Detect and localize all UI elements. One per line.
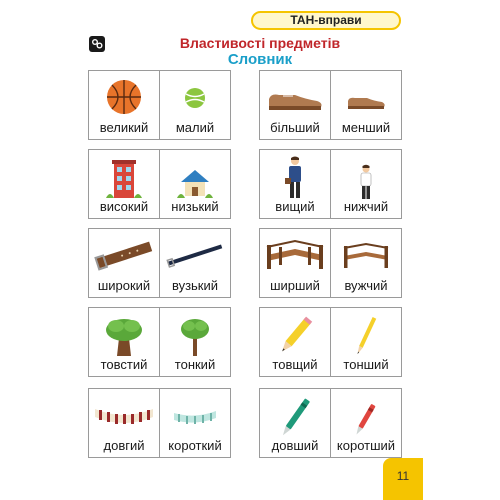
word-cell xyxy=(89,229,159,297)
word-pair-card-wide-narrow xyxy=(88,228,231,298)
word-cell xyxy=(260,229,330,297)
basketball-icon xyxy=(104,77,144,117)
word-cell xyxy=(89,71,159,139)
word-label: широкий xyxy=(97,278,151,293)
word-cell xyxy=(330,389,401,457)
word-label: довгий xyxy=(103,438,145,453)
small-house-icon xyxy=(175,156,215,200)
word-cell xyxy=(159,229,230,297)
word-pair-card-big-small xyxy=(88,70,231,140)
word-pair-card-tall-low xyxy=(88,149,231,219)
word-label: більший xyxy=(270,120,320,135)
thinner-pencil-icon xyxy=(344,314,388,358)
word-label: тонший xyxy=(343,357,389,372)
word-label: ширший xyxy=(270,278,320,293)
word-cell xyxy=(260,71,330,139)
word-label: менший xyxy=(341,120,391,135)
word-cell xyxy=(330,71,401,139)
word-pair-card-longer-shorter xyxy=(259,388,402,458)
large-shoe-icon xyxy=(265,77,325,117)
word-cell xyxy=(260,150,330,218)
word-pair-card-taller-shorter xyxy=(259,149,402,219)
page-number: 11 xyxy=(383,458,423,500)
word-cell xyxy=(89,389,159,457)
word-cell xyxy=(330,229,401,297)
wider-bridge-icon xyxy=(263,235,327,275)
word-cell xyxy=(159,389,230,457)
short-scarf-icon xyxy=(162,395,228,435)
word-cell xyxy=(330,308,401,376)
taller-man-icon xyxy=(280,156,310,202)
thicker-pencil-icon xyxy=(273,314,317,358)
small-shoe-icon xyxy=(336,77,396,117)
narrow-belt-icon xyxy=(163,235,227,275)
word-label: вужчий xyxy=(344,278,388,293)
word-cell xyxy=(159,71,230,139)
word-cell xyxy=(159,308,230,376)
word-cell xyxy=(89,150,159,218)
word-pair-card-bigger-smaller xyxy=(259,70,402,140)
word-cell xyxy=(89,308,159,376)
section-tag: ТАН-вправи xyxy=(251,11,401,30)
word-label: малий xyxy=(175,120,215,135)
page-title: Властивості предметів xyxy=(179,35,341,51)
word-label: високий xyxy=(99,199,149,214)
word-cell xyxy=(260,308,330,376)
word-label: тонкий xyxy=(174,357,216,372)
word-label: вищий xyxy=(275,199,315,214)
word-cell xyxy=(260,389,330,457)
word-pair-card-long-short xyxy=(88,388,231,458)
shorter-pen-icon xyxy=(344,395,388,441)
long-scarf-icon xyxy=(91,395,157,435)
shorter-man-icon xyxy=(351,156,381,202)
page-subtitle: Словник xyxy=(227,51,293,68)
word-label: довший xyxy=(271,438,319,453)
word-label: коротший xyxy=(336,438,396,453)
word-label: великий xyxy=(99,120,149,135)
thick-tree-icon xyxy=(102,314,146,358)
wide-belt-icon xyxy=(92,235,156,275)
longer-pen-icon xyxy=(273,395,317,441)
thin-tree-icon xyxy=(173,314,217,358)
narrower-bridge-icon xyxy=(334,235,398,275)
word-cell xyxy=(330,150,401,218)
word-label: товстий xyxy=(100,357,148,372)
word-pair-card-thicker-thinner xyxy=(259,307,402,377)
tall-building-icon xyxy=(104,156,144,200)
word-pair-card-wider-narrower xyxy=(259,228,402,298)
word-label: вузький xyxy=(171,278,219,293)
word-cell xyxy=(159,150,230,218)
word-label: низький xyxy=(171,199,219,214)
tennis-ball-icon xyxy=(175,77,215,117)
word-label: короткий xyxy=(168,438,222,453)
word-label: нижчий xyxy=(343,199,389,214)
word-label: товщий xyxy=(272,357,318,372)
word-pair-card-thick-thin xyxy=(88,307,231,377)
